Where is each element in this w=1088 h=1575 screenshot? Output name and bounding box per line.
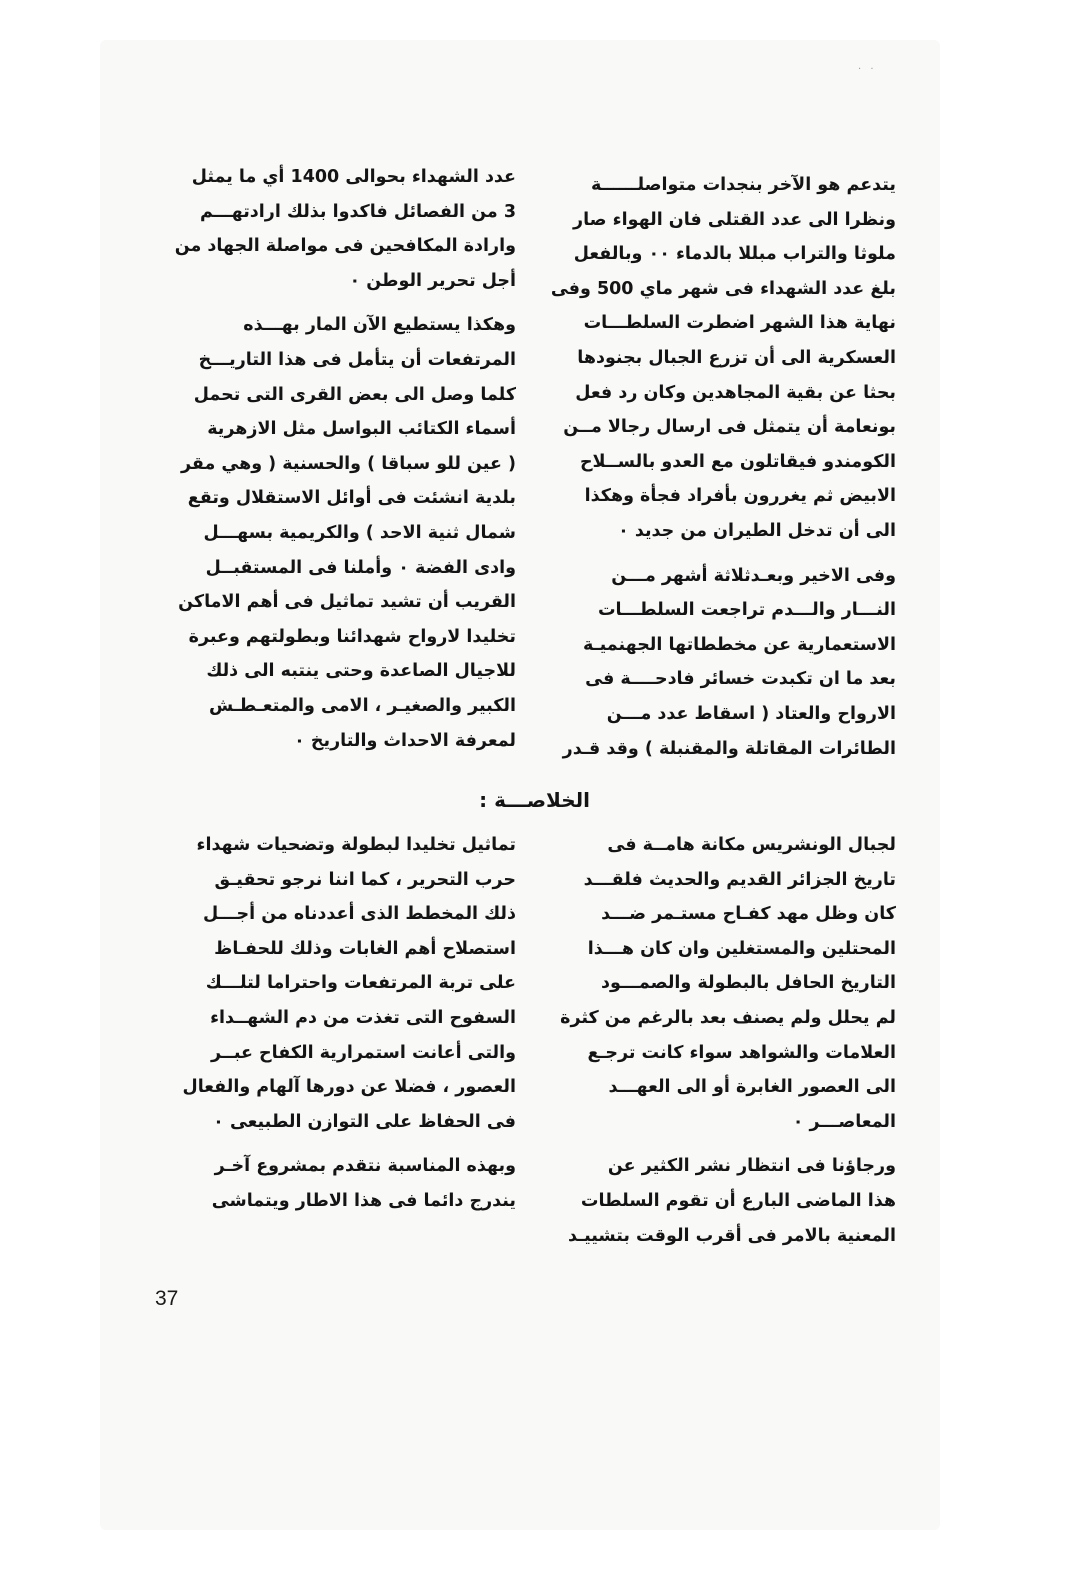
text-line: أجل تحرير الوطن ٠ xyxy=(349,270,516,291)
text-line: وادى الفضة ٠ وأملنا فى المستقبــل xyxy=(205,557,516,578)
paragraph xyxy=(548,168,896,549)
text-line: ونظرا الى عدد القتلى فان الهواء صار xyxy=(573,209,896,230)
top-right-column xyxy=(548,168,896,766)
text-line: الاستعمارية عن مخططاتها الجهنميـة xyxy=(583,634,896,655)
text-line: وهكذا يستطيع الآن المار بهـــذه xyxy=(243,315,516,336)
text-line: المعاصـــر ٠ xyxy=(792,1111,896,1132)
text-line: الطائرات المقاتلة والمقنبلة ) وقد قـدر xyxy=(562,738,896,759)
text-line: الى أن تدخل الطيران من جديد ٠ xyxy=(618,520,896,541)
text-line: القريب أن تشيد تماثيل فى أهم الاماكن xyxy=(178,592,516,613)
paragraph-gap xyxy=(168,298,516,308)
text-line: استصلاح أهم الغابات وذلك للحفـاظ xyxy=(214,938,516,959)
text-line: السفوح التى تغذت من دم الشهــداء xyxy=(210,1007,516,1028)
text-line: والتى أعانت استمرارية الكفاح عبــر xyxy=(211,1042,516,1063)
text-line: يتدعم هو الآخر بنجدات متواصلــــــة xyxy=(590,175,896,195)
text-line: العصور ، فضلا عن دورها آلهام والفعال xyxy=(182,1077,516,1098)
text-line: الابيض ثم يغررون بأفراد فجأة وهكذا xyxy=(584,486,896,507)
paragraph-gap xyxy=(548,1139,896,1149)
text-line: تماثيل تخليدا لبطولة وتضحيات شهداء xyxy=(196,835,516,855)
text-line: بلدية انشئت فى أوائل الاستقلال وتقع xyxy=(187,488,516,509)
text-line: بحثا عن بقية المجاهدين وكان رد فعل xyxy=(575,382,896,403)
paragraph xyxy=(168,828,516,1139)
text-line: أسماء الكتائب البواسل مثل الازهرية xyxy=(207,419,516,440)
paragraph xyxy=(548,559,896,767)
text-line: النـــار والـــدم تراجعت السلطـــات xyxy=(597,600,896,621)
bottom-left-column xyxy=(168,828,516,1219)
text-line: الكومندو فيقاتلون مع العدو بالســلاح xyxy=(579,451,896,472)
text-line: العسكرية الى أن تزرع الجبال بجنودها xyxy=(577,347,896,368)
bottom-right-column xyxy=(548,828,896,1253)
text-line: لم يحلل ولم يصنف بعد بالرغم من كثرة xyxy=(560,1007,896,1028)
text-line: شمال ثنية الاحد ) والكريمية بسهـــل xyxy=(203,522,516,543)
text-line: ورجاؤنا فى انتظار نشر الكثير عن xyxy=(607,1156,896,1177)
paragraph xyxy=(168,160,516,298)
text-line: 3 من الفصائل فاكدوا بذلك ارادتهـــم xyxy=(200,201,516,222)
text-line: ملوثا والتراب مبللا بالدماء ٠٠ وبالفعل xyxy=(573,244,896,265)
text-line: لمعرفة الاحداث والتاريخ ٠ xyxy=(294,730,516,751)
text-line: لجبال الونشريس مكانة هامــة فى xyxy=(607,835,896,855)
text-line: وارادة المكافحين فى مواصلة الجهاد من xyxy=(174,236,516,257)
text-line: ذلك المخطط الذى أعددناه من أجـــل xyxy=(202,904,516,925)
text-line: للاجيال الصاعدة وحتى ينتبه الى ذلك xyxy=(206,661,516,682)
text-line: بونعامة أن يتمثل فى ارسال رجالا مــن xyxy=(563,417,896,438)
text-line: الكبير والصغيـر ، الامى والمتعـطـش xyxy=(208,695,516,716)
paragraph xyxy=(548,1149,896,1253)
text-line: تخليدا لارواح شهدائنا وبطولتهم وعبرة xyxy=(188,626,516,647)
text-line: هذا الماضى البارع أن تقوم السلطات xyxy=(580,1190,896,1211)
text-line: عدد الشهداء بحوالى 1400 أي ما يمثل xyxy=(191,167,516,187)
text-line: يندرج دائما فى هذا الاطار ويتماشى xyxy=(211,1190,516,1211)
text-line: العلامات والشواهد سواء كانت ترجـع xyxy=(587,1042,896,1063)
text-line: ( عين للو سباقا ) والحسنية ( وهي مقر xyxy=(180,453,516,474)
paragraph-gap xyxy=(168,1139,516,1149)
paragraph xyxy=(168,308,516,758)
paragraph-gap xyxy=(548,549,896,559)
text-line: فى الحفاظ على التوازن الطبيعى ٠ xyxy=(213,1111,516,1132)
text-line: على تربة المرتفعات واحتراما لتلـــك xyxy=(205,973,516,994)
text-line: وبهذه المناسبة نتقدم بمشروع آخـر xyxy=(214,1156,516,1177)
text-line: وفى الاخير وبعـدثلاثة أشهر مـــن xyxy=(611,565,896,586)
text-line: التاريخ الحافل بالبطولة والصمـــود xyxy=(600,973,896,994)
text-line: المحتلين والمستغلين وان كان هـــذا xyxy=(587,938,896,959)
text-line: بلغ عدد الشهداء فى شهر ماي 500 وفى xyxy=(550,278,896,299)
section-heading: الخلاصـــة : xyxy=(479,788,590,812)
text-line: نهاية هذا الشهر اضطرت السلطـــات xyxy=(583,313,896,334)
text-line: كلما وصل الى بعض القرى التى تحمل xyxy=(193,384,516,405)
top-left-column xyxy=(168,160,516,758)
paragraph xyxy=(548,828,896,1139)
text-line: بعد ما ان تكبدت خسائر فادحــــة فى xyxy=(585,669,896,690)
text-line: حرب التحرير ، كما اننا نرجو تحقيـق xyxy=(214,869,516,890)
text-line: الى العصور الغابرة أو الى العهـــد xyxy=(608,1077,896,1098)
text-line: كان وظل مهد كفـاح مستـمر ضـــد xyxy=(601,904,896,925)
text-line: تاريخ الجزائر القديم والحديث فلقـــد xyxy=(583,869,896,890)
text-line: الارواح والعتاد ( اسقاط عدد مـــن xyxy=(606,703,896,724)
page-number: 37 xyxy=(155,1287,179,1310)
text-line: المعنية بالامر فى أقرب الوقت بتشييـد xyxy=(568,1225,896,1246)
scan-speck: · · xyxy=(858,64,877,75)
paragraph xyxy=(168,1149,516,1218)
text-line: المرتفعات أن يتأمل فى هذا التاريـــخ xyxy=(198,349,516,370)
